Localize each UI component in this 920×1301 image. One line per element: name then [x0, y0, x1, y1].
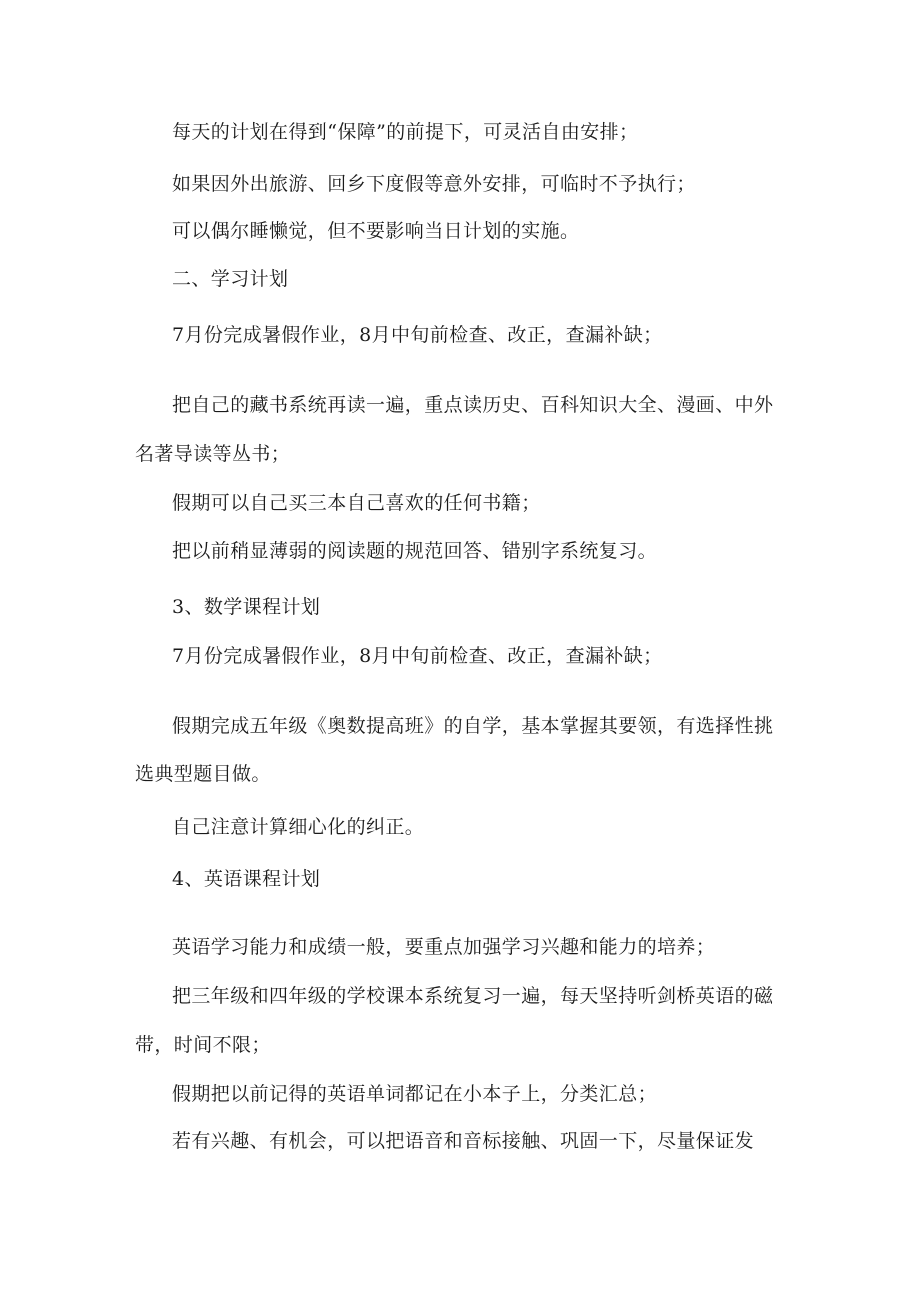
section-heading: 3、数学课程计划	[172, 596, 321, 618]
paragraph-line: 若有兴趣、有机会，可以把语音和音标接触、巩固一下，尽量保证发	[172, 1130, 755, 1152]
paragraph-line: 假期完成五年级《奥数提高班》的自学，基本掌握其要领，有选择性挑	[172, 715, 774, 737]
paragraph-line: 7月份完成暑假作业，8月中旬前检查、改正，查漏补缺；	[172, 324, 663, 346]
paragraph-line: 把自己的藏书系统再读一遍，重点读历史、百科知识大全、漫画、中外	[172, 394, 774, 416]
paragraph-line: 选典型题目做。	[135, 763, 271, 785]
paragraph-line: 把以前稍显薄弱的阅读题的规范回答、错别字系统复习。	[172, 540, 658, 562]
paragraph-line: 假期把以前记得的英语单词都记在小本子上，分类汇总；	[172, 1083, 658, 1105]
paragraph-line: 假期可以自己买三本自己喜欢的任何书籍；	[172, 492, 541, 514]
paragraph-line: 英语学习能力和成绩一般，要重点加强学习兴趣和能力的培养；	[172, 936, 716, 958]
paragraph-line: 名著导读等丛书；	[135, 443, 291, 465]
section-heading: 4、英语课程计划	[172, 868, 321, 890]
paragraph-line: 自己注意计算细心化的纠正。	[172, 816, 425, 838]
paragraph-line: 把三年级和四年级的学校课本系统复习一遍，每天坚持听剑桥英语的磁	[172, 985, 774, 1007]
paragraph-line: 如果因外出旅游、回乡下度假等意外安排，可临时不予执行；	[172, 173, 696, 195]
paragraph-line: 7月份完成暑假作业，8月中旬前检查、改正，查漏补缺；	[172, 645, 663, 667]
paragraph-line: 可以偶尔睡懒觉，但不要影响当日计划的实施。	[172, 220, 580, 242]
paragraph-line: 带，时间不限；	[135, 1034, 271, 1056]
paragraph-line: 每天的计划在得到“保障”的前提下，可灵活自由安排；	[172, 121, 639, 143]
section-heading: 二、学习计划	[172, 268, 289, 290]
